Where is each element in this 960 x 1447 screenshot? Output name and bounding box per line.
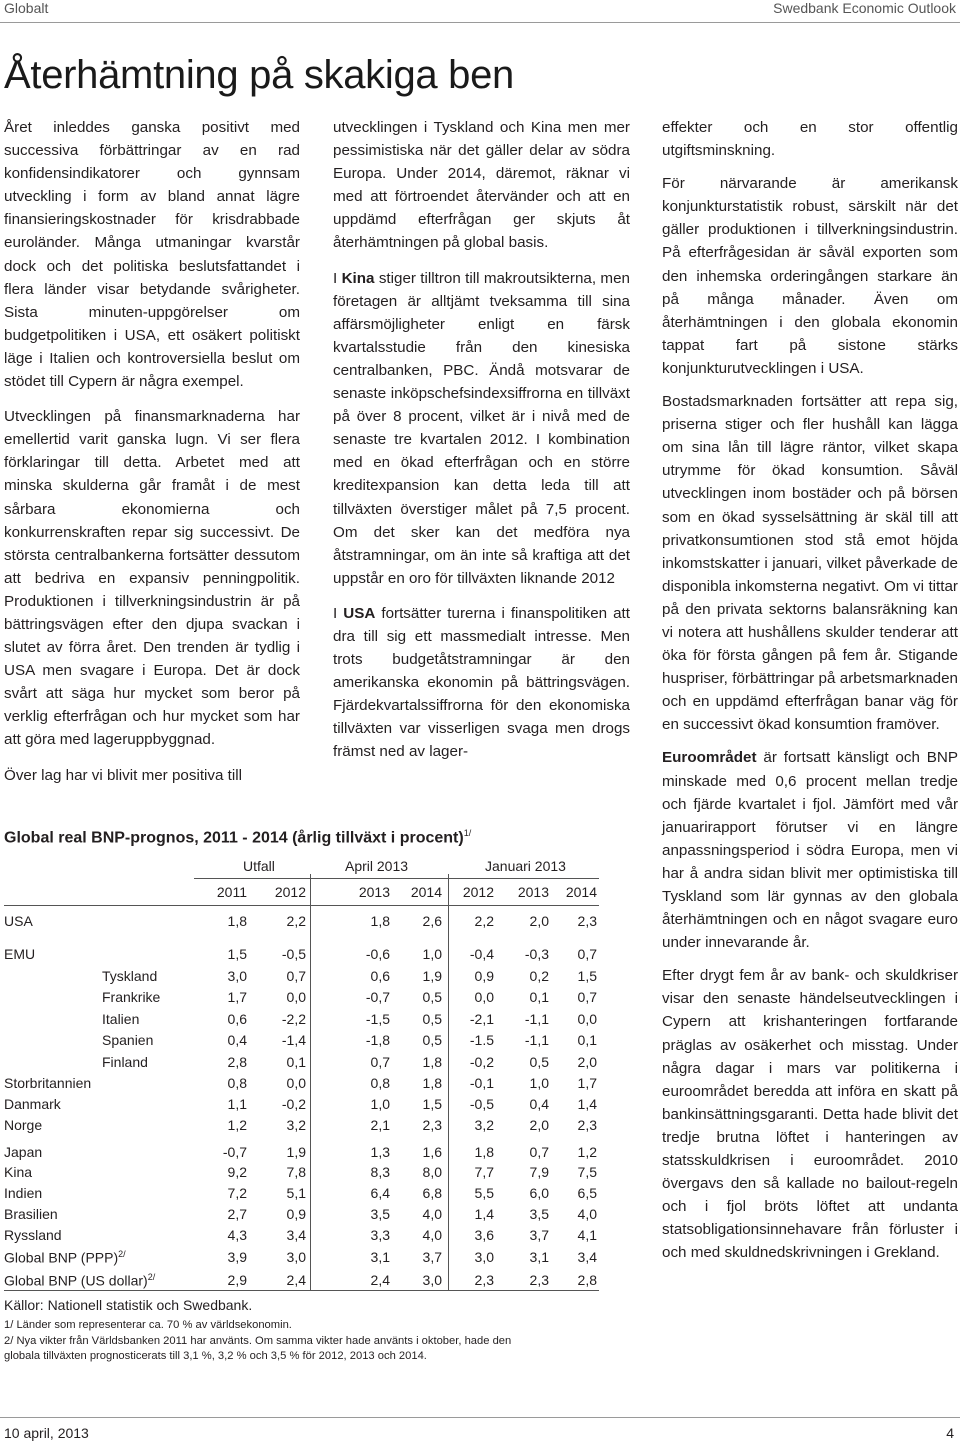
column-group-april-2013: April 2013: [345, 858, 409, 874]
table-cell: 1,1: [227, 1096, 247, 1112]
table-cell: 3,5: [529, 1206, 549, 1222]
year-header-cell: 2013: [517, 884, 549, 900]
table-cell: 7,7: [474, 1164, 494, 1180]
table-cell: 1,0: [529, 1075, 549, 1091]
row-label: [4, 1117, 42, 1133]
row-label: [102, 1054, 148, 1070]
header-publication-title: Swedbank Economic Outlook: [773, 0, 956, 16]
year-header-divider: [4, 905, 599, 906]
page-number: 4: [946, 1425, 954, 1441]
table-cell: -1,5: [365, 1011, 390, 1027]
table-cell: -0,1: [469, 1075, 494, 1091]
table-cell: 2,3: [577, 1117, 597, 1133]
table-cell: -0,2: [469, 1054, 494, 1070]
table-cell: 0,0: [286, 1075, 306, 1091]
table-cell: 3,4: [577, 1249, 597, 1265]
table-cell: -0,5: [469, 1096, 494, 1112]
table-row: [4, 1054, 599, 1074]
table-cell: 1,9: [422, 968, 442, 984]
table-cell: 4,1: [577, 1227, 597, 1243]
table-cell: 0,7: [370, 1054, 390, 1070]
table-cell: 8,0: [422, 1164, 442, 1180]
table-cell: 3,0: [227, 968, 247, 984]
table-cell: -0,7: [365, 989, 390, 1005]
year-header-cell: 2011: [216, 884, 247, 900]
table-cell: 2,9: [227, 1272, 247, 1288]
table-cell: 1,0: [422, 946, 442, 962]
paragraph: Över lag har vi blivit mer positiva till: [4, 766, 243, 784]
table-cell: 1,4: [474, 1206, 494, 1222]
table-cell: 1,6: [422, 1144, 442, 1160]
footnote-2: 2/ Nya vikter från Världsbanken 2011 har använts. Om samma vikter hade använts i oktober, hade den globala tillväxten prognosticerats till 3,1 %, 3,2 % och 3,5 % för 2012, 2013 och 2014.: [4, 1334, 512, 1362]
row-label-text: USA: [4, 913, 33, 929]
row-label: [4, 1144, 42, 1160]
table-cell: 0,8: [370, 1075, 390, 1091]
table-cell: 3,1: [370, 1249, 390, 1265]
table-cell: 0,7: [529, 1144, 549, 1160]
table-cell: 2,0: [529, 913, 549, 929]
row-label: [4, 1075, 91, 1091]
table-cell: 2,7: [227, 1206, 247, 1222]
table-cell: 0,1: [286, 1054, 306, 1070]
table-cell: 0,7: [286, 968, 306, 984]
table-cell: 3,0: [422, 1272, 442, 1288]
text-run: I: [333, 604, 344, 622]
table-cell: 0,5: [422, 989, 442, 1005]
table-row: [4, 946, 599, 966]
table-bottom-divider: [4, 1290, 599, 1291]
column-group-utfall: Utfall: [243, 858, 275, 874]
table-cell: 3,0: [474, 1249, 494, 1265]
table-cell: 0,4: [227, 1032, 247, 1048]
table-row: [4, 1185, 599, 1205]
row-label-text: Frankrike: [102, 989, 161, 1005]
table-cell: 7,2: [227, 1185, 247, 1201]
table-cell: 3,4: [286, 1227, 306, 1243]
table-cell: -0,7: [222, 1144, 247, 1160]
row-label: [4, 913, 33, 929]
table-cell: 1,8: [370, 913, 390, 929]
table-cell: 7,5: [577, 1164, 597, 1180]
table-cell: -0,6: [365, 946, 390, 962]
table-cell: 2,1: [370, 1117, 390, 1133]
row-label: [102, 1032, 153, 1048]
table-cell: 3,3: [370, 1227, 390, 1243]
table-cell: 0,7: [577, 989, 597, 1005]
row-label: [102, 1011, 139, 1027]
table-row: [4, 968, 599, 988]
table-cell: 0,0: [577, 1011, 597, 1027]
table-footnotes: [4, 1318, 544, 1365]
table-cell: 5,1: [286, 1185, 306, 1201]
table-cell: 2,8: [227, 1054, 247, 1070]
paragraph-usa: [333, 602, 630, 764]
table-cell: 7,8: [286, 1164, 306, 1180]
table-cell: 1,5: [577, 968, 597, 984]
table-row: [4, 1096, 599, 1116]
table-cell: 2,4: [370, 1272, 390, 1288]
paragraph: effekter och en stor offentlig utgiftsminskning.: [662, 119, 958, 160]
paragraph: Bostadsmarknaden fortsätter att repa sig, priserna stiger och fler hushåll kan lägga om sina lån till lägre räntor, vilket skapa utrymme för ökad konsumtion. Såväl utvecklingen inom bostäder och på börsen som en ökad sysselsättning är skäl till att privatkonsumtionen stod stå emot höjda inkomstskatter i januari, vilket påverkade de disponibla inkomsterna negativt. Om vi tittar på den privata sektorns balansräkning kan vi notera att hushållens skulder tenderar att öka för första gången på fem år. Stigande huspriser, förbättringar på arbetsmarknaden och en uppdämd efterfrågan banar väg för en successivt ökad konsumtion framöver.: [662, 393, 958, 734]
row-label-text: Japan: [4, 1144, 43, 1160]
table-row: [4, 1272, 599, 1292]
table-cell: -0,3: [524, 946, 549, 962]
table-cell: -0,4: [469, 946, 494, 962]
table-cell: 1,9: [286, 1144, 306, 1160]
table-cell: -0,2: [281, 1096, 306, 1112]
row-label-text: Italien: [102, 1011, 140, 1027]
text-column-3: [662, 116, 958, 1265]
year-header-cell: 2012: [274, 884, 306, 900]
table-cell: 2,6: [422, 913, 442, 929]
table-cell: 2,0: [577, 1054, 597, 1070]
table-cell: 2,8: [577, 1272, 597, 1288]
table-row: [4, 989, 599, 1009]
row-label: [102, 968, 157, 984]
row-label-text: EMU: [4, 946, 36, 962]
table-cell: -1,1: [524, 1011, 549, 1027]
table-cell: 0,6: [370, 968, 390, 984]
row-label: [4, 1164, 32, 1180]
table-cell: 0,5: [422, 1011, 442, 1027]
table-cell: 3,2: [474, 1117, 494, 1133]
table-cell: 0,0: [286, 989, 306, 1005]
paragraph: Efter drygt fem år av bank- och skuldkriser visar den senaste händelseutvecklingen i Cypern att krishanteringen fortfarande präglas av osäkerhet och misstag. Under några dagar i mars var politikerna i euroområdet beredda att införa en skatt på bankinsättningsgaranti. Detta hade blivit det tredje brutna löftet i hanteringen av statsskuldkrisen i euroområdet. 2010 övergavs den så kallade no bailout-regeln och i fjol bröts löftet att undanta statsobligationsinnehavare från förluster i och med skuldnedskrivningen i Grekland.: [662, 967, 958, 1262]
table-cell: 0,4: [529, 1096, 549, 1112]
table-cell: 4,0: [577, 1206, 597, 1222]
table-cell: -1,8: [365, 1032, 390, 1048]
text-column-2: [333, 116, 630, 764]
table-cell: 2,2: [286, 913, 306, 929]
table-cell: 0,9: [286, 1206, 306, 1222]
table-cell: 6,5: [577, 1185, 597, 1201]
table-title: [4, 828, 471, 847]
column-group-januari-2013: Januari 2013: [485, 858, 566, 874]
year-header-cell: 2012: [462, 884, 494, 900]
table-cell: 3,1: [529, 1249, 549, 1265]
table-cell: 5,5: [474, 1185, 494, 1201]
row-label-text: Indien: [4, 1185, 43, 1201]
footer-date: 10 april, 2013: [4, 1425, 89, 1441]
table-row: [4, 913, 599, 933]
keyword-euro-area: Euroområdet: [662, 749, 757, 767]
table-cell: 0,7: [577, 946, 597, 962]
table-cell: 2,3: [577, 913, 597, 929]
header-divider: [0, 22, 960, 23]
row-label-text: Danmark: [4, 1096, 61, 1112]
table-cell: -0,5: [281, 946, 306, 962]
table-cell: 4,3: [227, 1227, 247, 1243]
paragraph: För närvarande är amerikansk konjunkturstatistik robust, särskilt när det gäller produktionen i tillverkningsindustrin. På efterfrågesidan är såväl exporten som den inhemska orderingången starkare än på många månader. Även om återhämtningen i den globala ekonomin tappat fart på sistone stärks konjunkturutvecklingen i USA.: [662, 175, 958, 377]
row-label: [4, 1249, 126, 1266]
table-row: [4, 1164, 599, 1184]
header-section-label: Globalt: [4, 0, 49, 16]
table-cell: 0,6: [227, 1011, 247, 1027]
row-label-text: Global BNP (US dollar): [4, 1272, 148, 1289]
table-cell: 3,0: [286, 1249, 306, 1265]
table-row: [4, 1249, 599, 1269]
text-column-1: [4, 116, 300, 787]
table-cell: 3,7: [529, 1227, 549, 1243]
year-header-cell: 2014: [565, 884, 597, 900]
row-label-text: Kina: [4, 1164, 33, 1180]
group-header-divider: [194, 878, 599, 879]
table-row: [4, 1206, 599, 1226]
table-cell: 8,3: [370, 1164, 390, 1180]
table-cell: 2,2: [474, 913, 494, 929]
table-cell: 6,8: [422, 1185, 442, 1201]
table-cell: 9,2: [227, 1164, 247, 1180]
table-cell: -1.5: [469, 1032, 494, 1048]
table-cell: -1,1: [524, 1032, 549, 1048]
row-label-text: Norge: [4, 1117, 43, 1133]
table-cell: 0,0: [474, 989, 494, 1005]
table-title-footnote-marker: 1/: [463, 828, 472, 838]
row-label-text: Global BNP (PPP): [4, 1249, 119, 1266]
table-cell: 0,1: [577, 1032, 597, 1048]
row-footnote-marker: 2/: [147, 1272, 156, 1282]
text-run: är fortsatt känsligt och BNP minskade med 0,6 procent mellan tredje och fjärde kvartalet i fjol. Jämfört med vår januarirapport förutser vi en längre anpassningsperiod i södra Europa, men vi har å andra sidan blivit mer optimistiska till Tyskland som lär gynnas av den globala återhämtningen och en något svagare euro under innevarande år.: [662, 749, 958, 952]
row-label-text: Brasilien: [4, 1206, 58, 1222]
row-footnote-marker: 2/: [118, 1249, 126, 1259]
table-cell: 1,7: [227, 989, 247, 1005]
table-cell: 2,4: [286, 1272, 306, 1288]
table-cell: 2,3: [474, 1272, 494, 1288]
table-row: [4, 1117, 599, 1137]
year-header-cell: 2013: [358, 884, 390, 900]
row-label: [4, 946, 35, 962]
table-cell: 6,0: [529, 1185, 549, 1201]
table-cell: -2,1: [469, 1011, 494, 1027]
table-cell: 4,0: [422, 1206, 442, 1222]
row-label-text: Finland: [102, 1054, 148, 1070]
table-cell: 3,5: [370, 1206, 390, 1222]
paragraph: utvecklingen i Tyskland och Kina men mer pessimistiska när det gäller delar av södra Europa. Under 2014, däremot, räknar vi med att förtroendet återvänder och att en uppdämd efterfrågan ger skjuts åt återhämtningen på global basis.: [333, 119, 630, 252]
table-cell: 1,8: [227, 913, 247, 929]
row-label-text: Storbritannien: [4, 1075, 92, 1091]
row-label-text: Spanien: [102, 1032, 154, 1048]
footnote-1: 1/ Länder som representerar ca. 70 % av världsekonomin.: [4, 1319, 292, 1331]
paragraph-euro-area: [662, 746, 958, 954]
table-cell: 3,6: [474, 1227, 494, 1243]
table-cell: -1,4: [281, 1032, 306, 1048]
row-label: [4, 1185, 42, 1201]
table-cell: 1,8: [474, 1144, 494, 1160]
table-cell: 1,5: [422, 1096, 442, 1112]
paragraph: Året inleddes ganska positivt med successiva förbättringar av en rad konfidensindikatorer och gynnsam utveckling i form av bland annat lägre finansieringskostnader för krisdrabbade euroländer. Många utmaningar kvarstår dock och det politiska beslutsfattandet i flera länder visar betydande svårigheter. Sista minuten-uppgörelser om budgetpolitiken i USA, ett osäkert politiskt läge i Italien och kontroversiella beslut om stödet till Cypern är några exempel.: [4, 119, 300, 391]
table-title-text: Global real BNP-prognos, 2011 - 2014 (årlig tillväxt i procent): [4, 829, 464, 847]
table-cell: 3,2: [286, 1117, 306, 1133]
table-row: [4, 1075, 599, 1095]
row-label: [102, 989, 160, 1005]
table-cell: 4,0: [422, 1227, 442, 1243]
table-cell: 1,2: [577, 1144, 597, 1160]
row-label: [4, 1272, 155, 1289]
table-cell: 6,4: [370, 1185, 390, 1201]
row-label-text: Ryssland: [4, 1227, 62, 1243]
paragraph-china: [333, 267, 630, 590]
table-row: [4, 1032, 599, 1052]
article-title: Återhämtning på skakiga ben: [4, 53, 515, 97]
row-label: [4, 1227, 62, 1243]
table-cell: 3,7: [422, 1249, 442, 1265]
table-cell: 0,5: [422, 1032, 442, 1048]
table-cell: 0,5: [529, 1054, 549, 1070]
keyword-usa: USA: [343, 604, 376, 622]
text-run: stiger tilltron till makroutsikterna, men företagen är alltjämt tveksamma till sina affärsmöjligheter enligt en färsk kvartalsstudie från den kinesiska centralbanken, PBC. Ändå motsvarar de senaste inköpschefsindexsiffrorna en tillväxt på över 8 procent, vilket är i nivå med de senaste tre kvartalen 2012. I kombination med en ökad efterfrågan och en större kreditexpansion kan detta leda till att tillväxten överstiger målet på 7,5 procent. Om det sker kan det medföra nya åtstramningar, om än inte så kraftiga att det uppstår en oro för tillväxten liknande 2012: [333, 269, 630, 587]
table-cell: 2,3: [422, 1117, 442, 1133]
table-cell: 1,7: [577, 1075, 597, 1091]
row-label-text: Tyskland: [102, 968, 158, 984]
keyword-china: Kina: [341, 269, 375, 287]
table-cell: 1,4: [577, 1096, 597, 1112]
table-cell: 0,9: [474, 968, 494, 984]
table-cell: 1,3: [370, 1144, 390, 1160]
table-cell: 1,5: [227, 946, 247, 962]
table-cell: 2,3: [529, 1272, 549, 1288]
table-row: [4, 1144, 599, 1164]
table-cell: 0,8: [227, 1075, 247, 1091]
table-cell: 7,9: [529, 1164, 549, 1180]
table-cell: 1,8: [422, 1054, 442, 1070]
year-header-cell: 2014: [410, 884, 442, 900]
table-cell: 1,0: [370, 1096, 390, 1112]
table-row: [4, 1227, 599, 1247]
paragraph: Utvecklingen på finansmarknaderna har emellertid varit ganska lugn. Vi ser flera förklaringar till detta. Arbetet med att minska skulderna går framåt i de mest sårbara ekonomierna och konkurrenskraften repar sig successivt. De största centralbankerna fortsätter dessutom att bedriva en expansiv penningpolitik. Produktionen i tillverkningsindustrin är på bättringsvägen efter den djupa svackan i slutet av förra året. Den trenden är tydlig i USA men svagare i Europa. Det är dock svårt att säga hur mycket som beror på verklig efterfrågan och hur mycket som har att göra med lageruppbyggnad.: [4, 408, 300, 749]
table-cell: 1,8: [422, 1075, 442, 1091]
text-run: fortsätter turerna i finanspolitiken att dra till sig ett massmedialt intresse. Men trots budgetåtstramningar är den amerikanska ekonomin på bättringsvägen. Fjärdekvartalssiffrorna för den ekonomiska tillväxten var visserligen svaga men drogs främst ned av lager-: [333, 604, 630, 761]
table-cell: 0,2: [529, 968, 549, 984]
table-cell: 3,9: [227, 1249, 247, 1265]
row-label: [4, 1096, 61, 1112]
table-cell: -2,2: [281, 1011, 306, 1027]
table-cell: 1,2: [227, 1117, 247, 1133]
table-cell: 2,0: [529, 1117, 549, 1133]
table-source: Källor: Nationell statistik och Swedbank.: [4, 1297, 253, 1313]
footer-divider: [0, 1417, 960, 1418]
row-label: [4, 1206, 58, 1222]
table-row: [4, 1011, 599, 1031]
table-cell: 0,1: [529, 989, 549, 1005]
text-run: I: [333, 269, 342, 287]
